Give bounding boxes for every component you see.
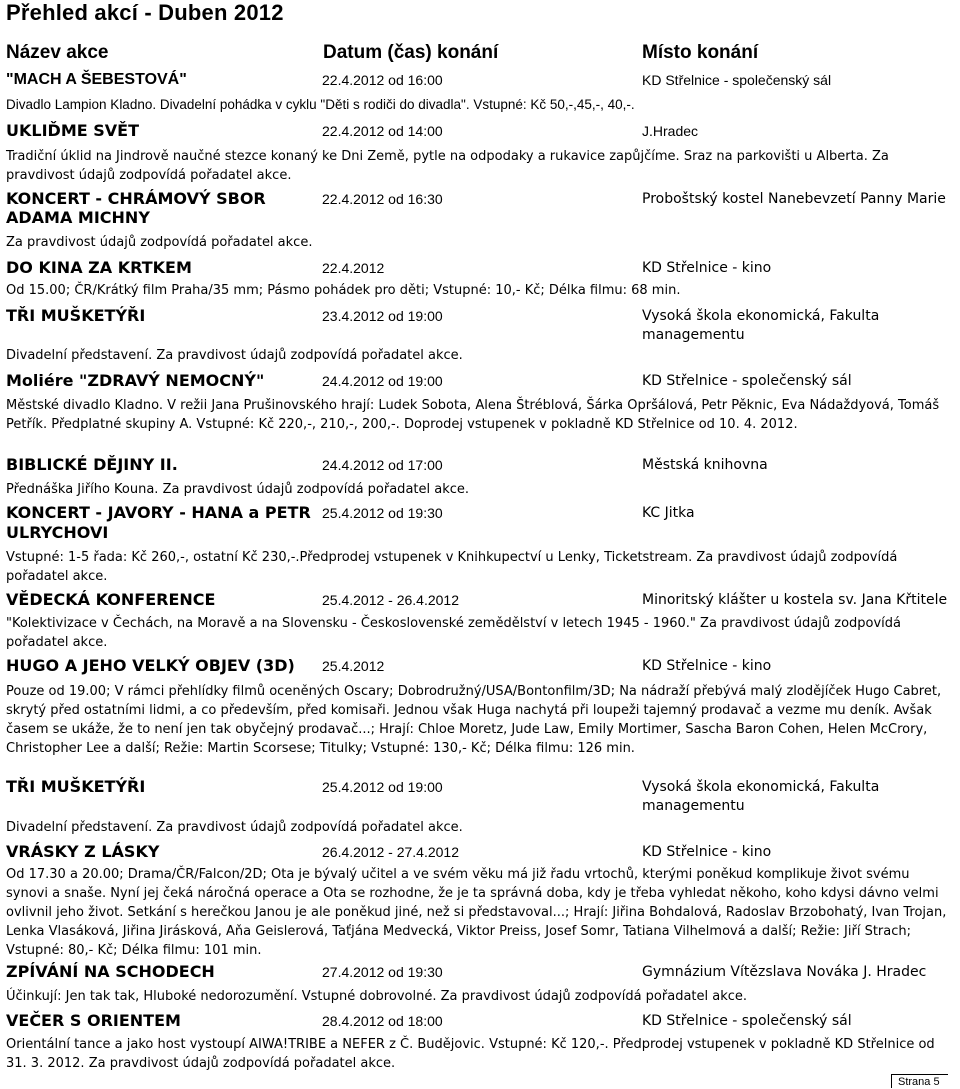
event-note: Orientální tance a jako host vystoupí AIWA!TRIBE a NEFER z Č. Budějovic. Vstupné: Kč 120,-. Předprodej vstupenek v pokladně KD Střelnice od 31. 3. 2012. Za pravdivost údajů zodpovídá pořadatel akce. — [6, 1037, 935, 1071]
event-place: Gymnázium Vítězslava Nováka J. Hradec — [642, 964, 927, 980]
event-place: Městská knihovna — [642, 457, 768, 473]
event-title: VRÁSKY Z LÁSKY — [6, 842, 160, 861]
event-note: Tradiční úklid na Jindrově naučné stezce konaný ke Dni Země, pytle na odpodaky a rukavice zapůjčíme. Sraz na parkovišti u Alberta. Za pravdivost údajů zodpovídá pořadatel akce. — [6, 149, 889, 183]
column-header-name: Název akce — [6, 42, 109, 63]
event-date: 28.4.2012 od 18:00 — [322, 1013, 443, 1029]
page-title: Přehled akcí - Duben 2012 — [6, 0, 284, 25]
event-title: VEČER S ORIENTEM — [6, 1011, 181, 1030]
event-date: 22.4.2012 od 16:30 — [322, 191, 443, 207]
event-note: Od 15.00; ČR/Krátký film Praha/35 mm; Pásmo pohádek pro děti; Vstupné: 10,- Kč; Délka filmu: 68 min. — [6, 283, 681, 298]
event-date: 22.4.2012 od 14:00 — [322, 123, 443, 139]
event-date: 26.4.2012 - 27.4.2012 — [322, 844, 460, 860]
event-title: "MACH A ŠEBESTOVÁ" — [6, 71, 187, 88]
event-title: DO KINA ZA KRTKEM — [6, 258, 192, 277]
event-title: VĚDECKÁ KONFERENCE — [6, 590, 216, 609]
event-date: 27.4.2012 od 19:30 — [322, 964, 443, 980]
event-place: Minoritský klášter u kostela sv. Jana Křtitele — [642, 592, 948, 608]
event-note: Divadelní představení. Za pravdivost údajů zodpovídá pořadatel akce. — [6, 820, 463, 835]
event-place: KD Střelnice - kino — [642, 658, 772, 674]
event-place: KD Střelnice - kino — [642, 844, 772, 860]
event-date: 25.4.2012 — [322, 658, 385, 674]
event-note: Za pravdivost údajů zodpovídá pořadatel akce. — [6, 235, 313, 250]
event-note: "Kolektivizace v Čechách, na Moravě a na Slovensku - Československé zemědělství v letech 1945 - 1960." Za pravdivost údajů zodpovídá pořadatel akce. — [6, 616, 902, 650]
event-place: KD Střelnice - společenský sál — [642, 72, 832, 88]
event-title: TŘI MUŠKETÝŘI — [6, 306, 146, 325]
event-date: 25.4.2012 od 19:00 — [322, 779, 443, 795]
event-date: 24.4.2012 od 19:00 — [322, 373, 443, 389]
event-note: Divadelní představení. Za pravdivost údajů zodpovídá pořadatel akce. — [6, 348, 463, 363]
event-title: ZPÍVÁNÍ NA SCHODECH — [6, 962, 215, 981]
event-place: KD Střelnice - společenský sál — [642, 373, 852, 389]
event-place: KD Střelnice - společenský sál — [642, 1013, 852, 1029]
event-note: Účinkují: Jen tak tak, Hluboké nedorozumění. Vstupné dobrovolné. Za pravdivost údajů zodpovídá pořadatel akce. — [6, 989, 748, 1004]
event-title: KONCERT - JAVORY - HANA a PETR ULRYCHOVI — [6, 503, 311, 542]
event-date: 25.4.2012 - 26.4.2012 — [322, 592, 460, 608]
event-note: Přednáška Jiřího Kouna. Za pravdivost údajů zodpovídá pořadatel akce. — [6, 482, 470, 497]
event-place: J.Hradec — [642, 123, 699, 139]
event-date: 24.4.2012 od 17:00 — [322, 457, 443, 473]
event-title: KONCERT - CHRÁMOVÝ SBOR ADAMA MICHNY — [6, 189, 266, 227]
event-date: 22.4.2012 — [322, 260, 385, 276]
event-date: 22.4.2012 od 16:00 — [322, 72, 443, 88]
event-note: Od 17.30 a 20.00; Drama/ČR/Falcon/2D; Ota je bývalý učitel a ve svém věku má již řadu vrtochů, kterými poněkud komplikuje život svému synovi a snaše. Nyní jej čeká náročná operace a Ota se rozhodne, že je ta správná doba, kdy je třeba vyhledat někoho, koho kdysi dávno velmi ovlivnil jeho život. Setkání s herečkou Janou je ale poněkud jiné, než si představoval...; Hrají: Jiřina Bohdalová, Radoslav Brzobohatý, Ivan Trojan, Lenka Vlasáková, Jiřina Jirásková, Aňa Geislerová, Taťjána Medvecká, Viktor Preiss, Josef Somr, Tatiana Vilhelmová a další; Režie: Jiří Strach; Vstupné: 80,- Kč; Délka filmu: 101 min. — [6, 867, 947, 958]
event-date: 25.4.2012 od 19:30 — [322, 505, 443, 521]
page-number: Strana 5 — [891, 1074, 948, 1088]
event-date: 23.4.2012 od 19:00 — [322, 308, 443, 324]
event-title: Moliére "ZDRAVÝ NEMOCNÝ" — [6, 371, 265, 390]
event-title: BIBLICKÉ DĚJINY II. — [6, 455, 178, 474]
event-place: KD Střelnice - kino — [642, 260, 772, 276]
column-header-place: Místo konání — [642, 42, 759, 63]
event-title: TŘI MUŠKETÝŘI — [6, 777, 146, 796]
event-place: Vysoká škola ekonomická, Fakulta managementu — [642, 779, 880, 814]
column-header-date: Datum (čas) konání — [323, 42, 499, 63]
event-note: Divadlo Lampion Kladno. Divadelní pohádka v cyklu "Děti s rodiči do divadla". Vstupné: Kč 50,-,45,-, 40,-. — [6, 97, 635, 112]
event-place: Proboštský kostel Nanebevzetí Panny Marie — [642, 191, 946, 207]
event-title: UKLIĎME SVĚT — [6, 121, 139, 140]
event-title: HUGO A JEHO VELKÝ OBJEV (3D) — [6, 656, 295, 675]
event-place: Vysoká škola ekonomická, Fakulta managementu — [642, 308, 880, 343]
event-note: Pouze od 19.00; V rámci přehlídky filmů oceněných Oscary; Dobrodružný/USA/Bontonfilm/3D; Na nádraží přebývá malý zlodějíček Hugo Cabret, skrytý před ostatními lidmi, a co především, před komisaři. Jednou však Huga nachytá při loupeži tajemný prodavač a vezme mu deník. Avšak časem se ukáže, že to není jen tak obyčejný prodavač...; Hrají: Chloe Moretz, Jude Law, Emily Mortimer, Sascha Baron Cohen, Helen McCrory, Christopher Lee a další; Režie: Martin Scorsese; Titulky; Vstupné: 130,- Kč; Délka filmu: 126 min. — [6, 684, 942, 756]
event-place: KC Jitka — [642, 505, 695, 521]
event-note: Vstupné: 1-5 řada: Kč 260,-, ostatní Kč 230,-.Předprodej vstupenek v Knihkupectví u Lenky, Ticketstream. Za pravdivost údajů zodpovídá pořadatel akce. — [6, 550, 898, 584]
event-note: Městské divadlo Kladno. V režii Jana Prušinovského hrají: Ludek Sobota, Alena Štréblová, Šárka Opršálová, Petr Pěknic, Eva Nádaždyová, Tomáš Petřík. Předplatné skupiny A. Vstupné: Kč 220,-, 210,-, 200,-. Doprodej vstupenek v pokladně KD Střelnice od 10. 4. 2012. — [6, 398, 940, 432]
